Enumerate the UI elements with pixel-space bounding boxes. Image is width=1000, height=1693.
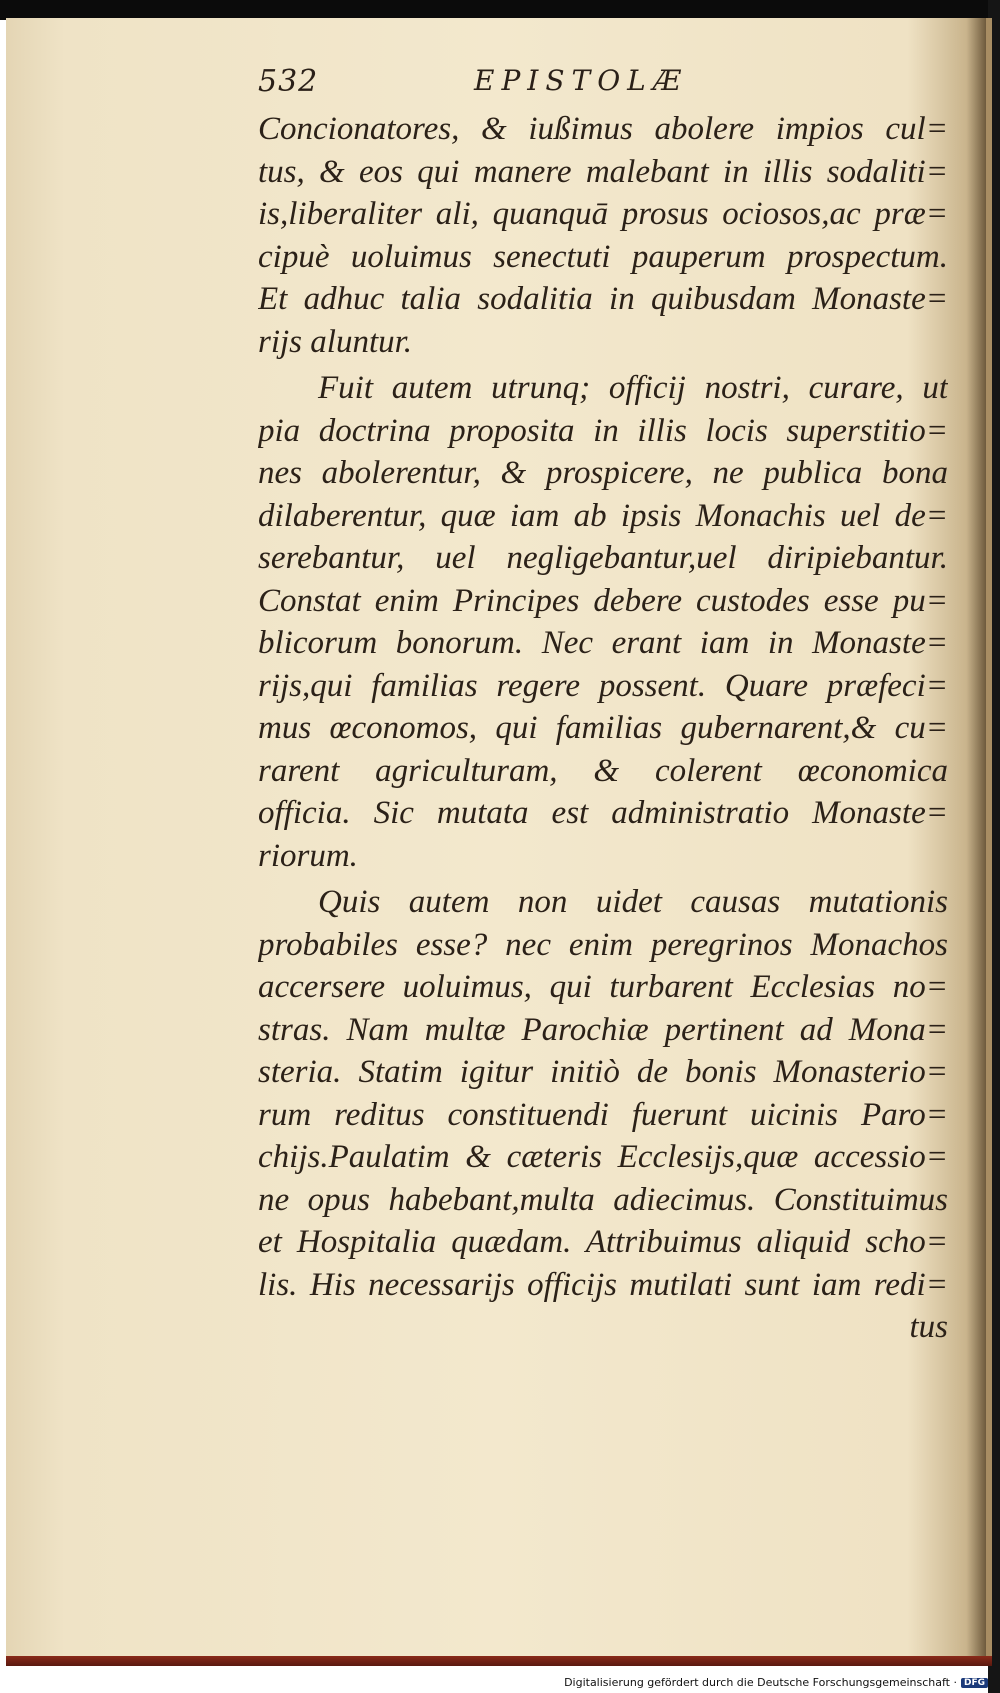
text-line: lis. His necessarijs officijs mutilati sunt iam redi= bbox=[258, 1266, 948, 1303]
credit-text: Digitalisierung gefördert durch die Deutsche Forschungsgemeinschaft · bbox=[564, 1676, 957, 1689]
text-line: rijs,qui familias regere possent. Quare præfeci= bbox=[258, 667, 948, 704]
text-line: rum reditus constituendi fuerunt uicinis Paro= bbox=[258, 1096, 948, 1133]
page-bottom-edge bbox=[6, 1656, 992, 1666]
text-line: Constat enim Principes debere custodes esse pu= bbox=[258, 582, 948, 619]
page-header bbox=[258, 64, 928, 110]
text-line: tus, & eos qui manere malebant in illis sodaliti= bbox=[258, 153, 948, 190]
digitization-credit bbox=[564, 1676, 988, 1689]
body-text bbox=[258, 108, 948, 1349]
text-line: Concionatores, & iußimus abolere impios cul= bbox=[258, 111, 948, 147]
text-line: et Hospitalia quædam. Attribuimus aliquid scho= bbox=[258, 1224, 948, 1260]
text-line: chijs.Paulatim & cæteris Ecclesijs,quæ accessio= bbox=[258, 1139, 948, 1175]
text-line: serebantur, uel negligebantur,uel diripiebantur. bbox=[258, 540, 948, 576]
running-head: EPISTOLÆ bbox=[474, 64, 688, 97]
text-line: riorum. bbox=[258, 837, 358, 874]
text-line: ne opus habebant,multa adiecimus. Constituimus bbox=[258, 1181, 948, 1218]
catchword: tus bbox=[909, 1309, 948, 1345]
text-line: Et adhuc talia sodalitia in quibusdam Monaste= bbox=[258, 281, 948, 317]
text-line: mus œconomos, qui familias gubernarent,& cu= bbox=[258, 710, 948, 746]
text-line: accersere uoluimus, qui turbarent Ecclesias no= bbox=[258, 969, 948, 1005]
text-line: cipuè uoluimus senectuti pauperum prospectum. bbox=[258, 238, 948, 275]
text-line: rijs aluntur. bbox=[258, 323, 413, 360]
scanner-top-border bbox=[0, 0, 1000, 20]
text-line: steria. Statim igitur initiò de bonis Monasterio= bbox=[258, 1054, 948, 1090]
text-line: pia doctrina proposita in illis locis superstitio= bbox=[258, 412, 948, 449]
text-line: probabiles esse? nec enim peregrinos Monachos bbox=[258, 926, 948, 963]
text-line: blicorum bonorum. Nec erant iam in Monaste= bbox=[258, 625, 948, 661]
text-line: Quis autem non uidet causas mutationis bbox=[318, 884, 948, 920]
page-number: 532 bbox=[258, 64, 319, 99]
text-line: dilaberentur, quæ iam ab ipsis Monachis uel de= bbox=[258, 497, 948, 534]
text-line: stras. Nam multæ Parochiæ pertinent ad Mona= bbox=[258, 1011, 948, 1048]
text-line: Fuit autem utrunq; officij nostri, curare, ut bbox=[318, 370, 948, 406]
text-line: is,liberaliter ali, quanquā prosus ociosos,ac præ= bbox=[258, 196, 948, 232]
text-line: nes abolerentur, & prospicere, ne publica bona bbox=[258, 455, 948, 491]
text-line: officia. Sic mutata est administratio Monaste= bbox=[258, 795, 948, 831]
dfg-logo-icon: DFG bbox=[961, 1678, 988, 1688]
text-line: rarent agriculturam, & colerent œconomica bbox=[258, 752, 948, 789]
